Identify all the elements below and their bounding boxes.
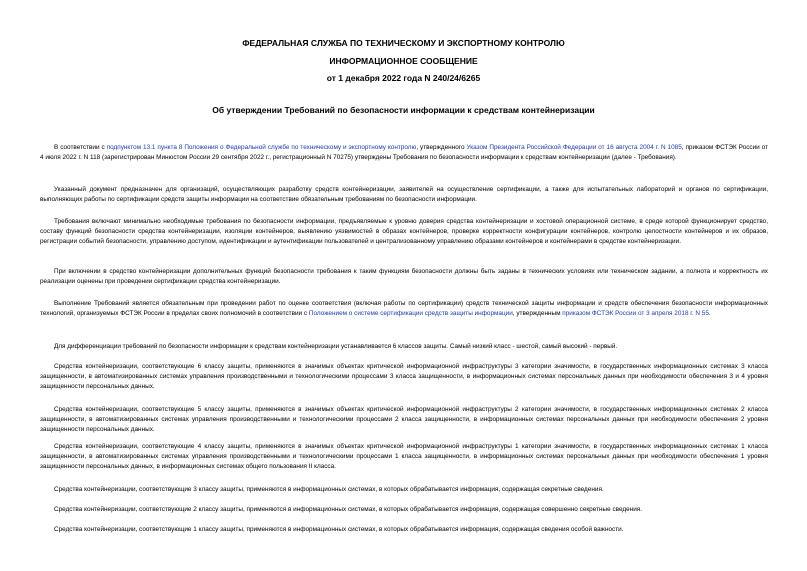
certification-regulation-link[interactable]: Положением о системе сертификации средств защиты информации — [308, 310, 513, 318]
document-type: ИНФОРМАЦИОННОЕ СООБЩЕНИЕ — [329, 56, 478, 66]
document-date: от 1 декабря 2022 года N 240/24/6265 — [326, 73, 481, 83]
paragraph-5 — [40, 299, 768, 319]
paragraph-7: Средства контейнеризации, соответствующие 6 классу защиты, применяются в значимых объектах критической информационной инфраструктуры 3 категории значимости, в государственных информационных системах 3 класса защищенности, в автоматизированных системах управления производственными и технологическими процессами 3 класса защищенности, в информационных системах персональных данных при необходимости обеспечения 3 и 4 уровня защищенности персональных данных. — [40, 363, 768, 391]
paragraph-4: При включении в средство контейнеризации дополнительных функций безопасности требования к таким функциям безопасности должны быть заданы в технических условиях или техническом задании, а полнота и корректность их реализации оценены при проведении сертификации средства контейнеризации. — [40, 268, 768, 286]
paragraph-1-text-a: В соответствии с — [54, 144, 107, 151]
document-title: Об утверждении Требований по безопасности информации к средствам контейнеризации — [212, 105, 595, 115]
fstec-order-link[interactable]: приказом ФСТЭК России от 3 апреля 2018 г. N 55 — [562, 310, 709, 318]
agency-name: ФЕДЕРАЛЬНАЯ СЛУЖБА ПО ТЕХНИЧЕСКОМУ И ЭКСПОРТНОМУ КОНТРОЛЮ — [242, 38, 565, 48]
paragraph-5-text-b: , утвержденным — [512, 310, 563, 318]
paragraph-3: Требования включают минимально необходимые требования по безопасности информации, предъявляемые к уровню доверия средства контейнеризации и хостовой операционной системе, в среде которой функционирует средство, составу функций безопасности средства контейнеризации, изоляции контейнеров, выявлению уязвимостей в образах контейнеров, проверке корректности конфигурации контейнеров, контролю целостности контейнеров и их образов, регистрации событий безопасности, управлению доступом, идентификации и аутентификации пользователей и централизованному управлению образами контейнеров и контейнерами в средстве контейнеризации. — [40, 218, 768, 246]
paragraph-9: Средства контейнеризации, соответствующие 4 классу защиты, применяются в значимых объектах критической информационной инфраструктуры 1 категории значимости, в государственных информационных системах 1 класса защищенности, в автоматизированных системах управления производственными и технологическими процессами 1 класса защищенности, в информационных системах персональных данных при необходимости обеспечения 1 уровня защищенности персональных данных, в информационных системах общего пользования II класса. — [40, 443, 768, 471]
paragraph-6: Для дифференциации требований по безопасности информации к средствам контейнеризации устанавливается 6 классов защиты. Самый низкий класс - шестой, самый высокий - первый. — [54, 343, 618, 350]
paragraph-8: Средства контейнеризации, соответствующие 5 классу защиты, применяются в значимых объектах критической информационной инфраструктуры 2 категории значимости, в государственных информационных системах 2 класса защищенности, в автоматизированных системах управления производственными и технологическими процессами 2 класса защищенности, в информационных системах персональных данных при необходимости обеспечения 2 уровня защищенности персональных данных. — [40, 406, 768, 434]
paragraph-5-text-a: Выполнение Требований является обязательным при проведении работ по оценке соответствия (включая работы по сертификации) средств технической защиты информации и средств обеспечения безопасности информационных технологий, организуемых ФСТЭК России в пределах своих полномочий в соответствии с — [40, 300, 768, 318]
paragraph-1 — [40, 143, 768, 163]
paragraph-12: Средства контейнеризации, соответствующие 1 классу защиты, применяются в информационных системах, в которых обрабатывается информация, содержащая сведения особой важности. — [54, 526, 624, 533]
presidential-decree-link[interactable]: Указом Президента Российской Федерации от 16 августа 2004 г. N 1085 — [466, 144, 682, 151]
paragraph-11: Средства контейнеризации, соответствующие 2 классу защиты, применяются в информационных системах, в которых обрабатывается информация, содержащая совершенно секретные сведения. — [54, 506, 643, 513]
paragraph-5-text-c: . — [708, 310, 711, 318]
paragraph-10: Средства контейнеризации, соответствующие 3 классу защиты, применяются в информационных системах, в которых обрабатывается информация, содержащая секретные сведения. — [54, 486, 604, 493]
paragraph-1-text-c: , приказом ФСТЭК России от 4 июля 2022 г. N 118 (зарегистрирован Минюстом России 29 сентября 2022 г., регистрационный N 70275) утверждены Требования по безопасности информации к средствам контейнеризации (далее - Требования). — [40, 144, 769, 162]
regulation-link[interactable]: подпунктом 13.1 пункта 8 Положения о Федеральной службе по техническому и экспортному контролю — [106, 144, 417, 151]
paragraph-1-text-b: , утвержденного — [416, 144, 467, 151]
paragraph-2: Указанный документ предназначен для организаций, осуществляющих разработку средств контейнеризации, заявителей на осуществление сертификации, а также для испытательных лабораторий и органов по сертификации, выполняющих работы по сертификации средств защиты информации на соответствие обязательным требованиям по безопасности информации. — [40, 186, 768, 204]
